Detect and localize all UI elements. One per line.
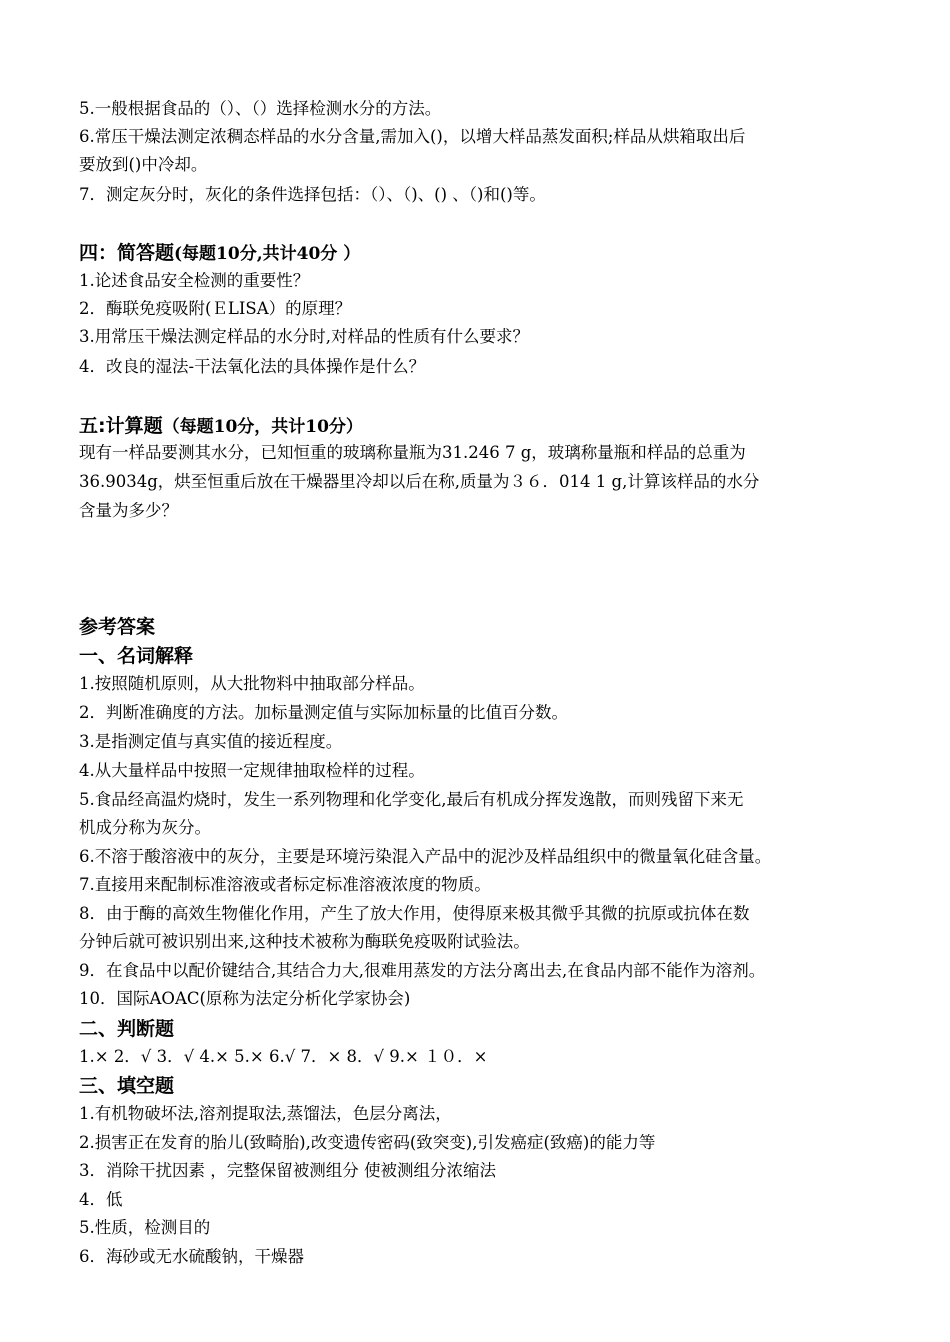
- answer-line: 分钟后就可被识别出来,这种技术被称为酶联免疫吸附试验法。: [79, 932, 530, 951]
- answer-line: 2．判断准确度的方法。加标量测定值与实际加标量的比值百分数。: [79, 703, 568, 722]
- answer-line: 5.食品经高温灼烧时，发生一系列物理和化学变化,最后有机成分挥发逸散，而则残留下来无: [79, 790, 744, 809]
- section-5-heading: [79, 414, 879, 439]
- answer-line: 机成分称为灰分。: [79, 818, 211, 837]
- section-5-subtitle: （每题10分，共计10分）: [162, 417, 363, 437]
- fill-answer-line: 5.性质，检测目的: [79, 1218, 211, 1237]
- calculation-text-line: 36.9034g，烘至恒重后放在干燥器里冷却以后在称,质量为３６．014 1 g,计算该样品的水分: [79, 472, 760, 491]
- answer-line: 3.是指测定值与真实值的接近程度。: [79, 732, 343, 751]
- question-fill-5: 5.一般根据食品的（）、（）选择检测水分的方法。: [79, 99, 442, 118]
- answer-line: 8．由于酶的高效生物催化作用，产生了放大作用，使得原来极其微乎其微的抗原或抗体在数: [79, 904, 750, 923]
- answers-part1-title: 一、名词解释: [79, 645, 194, 667]
- section-4-subtitle: (每题10分,共计40分 ）: [174, 244, 361, 264]
- short-answer-item: 3.用常压干燥法测定样品的水分时,对样品的性质有什么要求？: [79, 327, 529, 346]
- answer-line: 4.从大量样品中按照一定规律抽取检样的过程。: [79, 761, 425, 780]
- question-fill-6-line2: 要放到()中冷却。: [79, 155, 208, 174]
- answers-part2-title: 二、判断题: [79, 1018, 175, 1040]
- answer-line: 1.按照随机原则，从大批物料中抽取部分样品。: [79, 674, 425, 693]
- short-answer-item: 1.论述食品安全检测的重要性？: [79, 271, 310, 290]
- answers-part3-title: 三、填空题: [79, 1075, 175, 1097]
- fill-answer-line: 2.损害正在发育的胎儿(致畸胎),改变遗传密码(致突变),引发癌症(致癌)的能力等: [79, 1133, 656, 1152]
- calculation-text-line: 现有一样品要测其水分，已知恒重的玻璃称量瓶为31.246 7 g，玻璃称量瓶和样品的总重为: [79, 443, 746, 462]
- fill-answer-line: 6．海砂或无水硫酸钠，干燥器: [79, 1247, 304, 1266]
- calculation-text-line: 含量为多少？: [79, 501, 178, 520]
- section-5-title: 五:计算题: [79, 415, 163, 437]
- fill-answer-line: 1.有机物破坏法,溶剂提取法,蒸馏法，色层分离法，: [79, 1104, 452, 1123]
- section-4-heading: [79, 241, 879, 266]
- question-fill-6-line1: 6.常压干燥法测定浓稠态样品的水分含量,需加入()，以增大样品蒸发面积;样品从烘箱取出后: [79, 127, 746, 146]
- answer-line: 9．在食品中以配价键结合,其结合力大,很难用蒸发的方法分离出去,在食品内部不能作为溶剂。: [79, 961, 766, 980]
- short-answer-item: 4．改良的湿法-干法氧化法的具体操作是什么？: [79, 357, 426, 376]
- answers-title: 参考答案: [79, 616, 156, 638]
- answer-line: 10．国际AOAC(原称为法定分析化学家协会): [79, 989, 411, 1008]
- judgment-answers: 1.× 2．√ 3．√ 4.× 5.× 6.√ 7．× 8．√ 9.× １０．×: [79, 1047, 488, 1066]
- question-fill-7: 7．测定灰分时，灰化的条件选择包括：（）、（)、() 、（)和()等。: [79, 185, 546, 204]
- section-4-title: 四：简答题: [79, 242, 175, 264]
- fill-answer-line: 3．消除干扰因素 ，完整保留被测组分 使被测组分浓缩法: [79, 1161, 496, 1180]
- answer-line: 6.不溶于酸溶液中的灰分，主要是环境污染混入产品中的泥沙及样品组织中的微量氧化硅含量。: [79, 847, 772, 866]
- fill-answer-line: 4．低: [79, 1190, 123, 1209]
- answer-line: 7.直接用来配制标准溶液或者标定标准溶液浓度的物质。: [79, 875, 491, 894]
- short-answer-item: 2．酶联免疫吸附(ＥLISA）的原理？: [79, 299, 352, 318]
